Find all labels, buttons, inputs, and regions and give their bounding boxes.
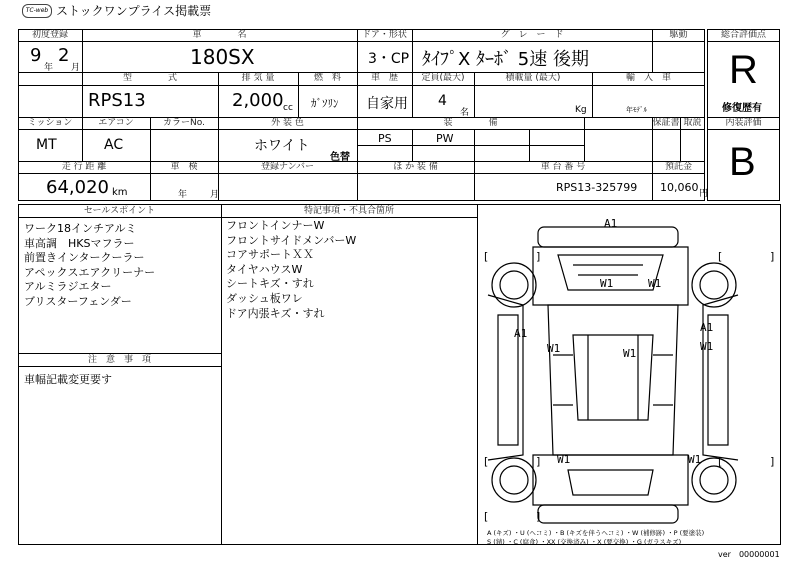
deposit-unit: 円 — [699, 189, 709, 199]
form-frame — [18, 29, 705, 201]
rule — [474, 129, 475, 161]
label-warranty: 保証書 — [652, 118, 680, 128]
list-item: フロントサイドメンバーW — [226, 233, 357, 247]
chassis-number: RPS13-325799 — [556, 181, 638, 194]
window-bracket: [ — [484, 455, 489, 468]
damage-mark: W1 — [688, 453, 702, 466]
version-label: ver 00000001 — [718, 550, 780, 559]
rule — [18, 129, 705, 130]
rule — [18, 366, 221, 367]
insp-month-unit: 月 — [210, 190, 220, 200]
window-bracket: [ — [484, 510, 489, 523]
mission: MT — [36, 137, 57, 153]
list-item: シートキズ・すれ — [226, 277, 314, 291]
label-other-equip: ほ か 装 備 — [393, 162, 438, 172]
front-bumper — [538, 227, 678, 247]
rule — [18, 217, 477, 218]
window-bracket: [ — [718, 250, 723, 263]
mileage: 64,020 — [46, 177, 109, 198]
first-reg-month: 2 — [58, 45, 70, 66]
damage-mark: W1 — [547, 342, 561, 355]
history: 自家用 — [366, 96, 408, 112]
label-inspection: 車 検 — [170, 162, 198, 172]
label-color-no: カラーNo. — [163, 118, 205, 128]
list-item: 車幅記載変更要す — [24, 373, 112, 386]
label-fuel: 燃 料 — [313, 73, 341, 83]
window-bracket: ] — [770, 455, 775, 468]
year-unit: 年 — [44, 63, 54, 73]
label-drive: 駆動 — [669, 30, 688, 40]
rule — [707, 129, 780, 130]
mileage-unit: km — [112, 187, 128, 198]
label-door-shape: ドア・形状 — [362, 30, 407, 40]
label-deposit: 預託金 — [664, 162, 692, 172]
month-unit: 月 — [71, 63, 81, 73]
grade: ﾀｲﾌﾟX ﾀｰﾎﾞ 5速 後期 — [422, 49, 589, 70]
damage-mark: W1 — [648, 277, 662, 290]
label-grade: グ レ ー ド — [500, 30, 564, 40]
damage-mark: W1 — [557, 453, 571, 466]
overall-grade: R — [729, 48, 758, 92]
list-item: アルミラジエター — [24, 280, 112, 294]
door-shape: 3・CP — [368, 51, 410, 67]
window-bracket: [ — [484, 250, 489, 263]
color-change-mark: 色替 — [330, 152, 350, 163]
load-unit: Kg — [575, 105, 587, 115]
right-side — [708, 315, 728, 445]
hood-area — [533, 247, 688, 305]
damage-mark: A1 — [604, 217, 618, 230]
sales-points-list — [24, 222, 155, 310]
model-code: RPS13 — [88, 90, 146, 111]
list-item: タイヤハウスW — [226, 262, 303, 276]
first-reg-year: 9 — [30, 45, 42, 66]
rule — [18, 41, 705, 42]
displacement-unit: cc — [283, 103, 293, 113]
label-model: 型 式 — [122, 73, 177, 83]
interior-grade: B — [729, 140, 756, 184]
list-item: 車高調 HKSマフラー — [24, 236, 135, 250]
repair-history: 修復歴有 — [722, 103, 762, 114]
window-bracket: ] — [536, 455, 541, 468]
aircon: AC — [104, 137, 124, 153]
legend-line-1: A (キズ) ・U (へコミ) ・B (キズを伴うへコミ) ・W (補修跡) ・P (要塗装) — [487, 529, 705, 537]
label-load: 積載量 (最大) — [505, 73, 561, 83]
fuel: ｶﾞｿﾘﾝ — [311, 97, 339, 110]
list-item: フロントインナーW — [226, 219, 325, 232]
car-body-diagram — [478, 205, 780, 544]
damage-mark: W1 — [600, 277, 614, 290]
window-bracket: ] — [770, 250, 775, 263]
label-exterior: 外 装 色 — [271, 118, 304, 128]
list-item: 前置きインタークーラー — [24, 251, 145, 265]
damage-mark: A1 — [700, 321, 714, 334]
notes-title: 注 意 事 項 — [87, 355, 151, 365]
rule — [529, 129, 530, 161]
rule — [357, 145, 584, 146]
list-item: アペックスエアクリーナー — [24, 265, 156, 279]
window-bracket: ] — [536, 250, 541, 263]
defects-list — [226, 219, 356, 321]
label-first-reg: 初度登録 — [31, 30, 68, 40]
label-mission: ミッション — [27, 118, 73, 128]
list-item: コアサポートＸＸ — [226, 248, 314, 262]
capacity-unit: 名 — [460, 108, 470, 118]
exterior-color: ホワイト — [254, 138, 310, 154]
label-chassis: 車 台 番 号 — [540, 162, 586, 172]
defects-title: 特記事項・不具合箇所 — [303, 206, 394, 216]
label-displacement: 排 気 量 — [241, 73, 275, 83]
label-equipment: 装 備 — [443, 118, 498, 128]
equipment-item: PW — [436, 132, 454, 145]
label-history: 車 歴 — [370, 73, 398, 83]
rule — [707, 41, 780, 42]
import-year-model: 年ﾓﾃﾞﾙ — [626, 106, 647, 114]
rule — [18, 173, 705, 174]
list-item: ワーク18インチアルミ — [24, 222, 137, 235]
list-item: ブリスターフェンダー — [24, 294, 132, 308]
damage-mark: A1 — [514, 327, 528, 340]
label-import: 輸 入 車 — [625, 73, 671, 83]
sales-points-title: セールスポイント — [83, 206, 156, 216]
insp-year-unit: 年 — [178, 190, 188, 200]
equipment-item: PS — [378, 132, 392, 145]
list-item: ドア内張キズ・すれ — [226, 306, 325, 320]
label-mileage: 走 行 距 離 — [61, 162, 107, 172]
rule — [18, 85, 705, 86]
damage-mark: W1 — [623, 347, 637, 360]
displacement: 2,000 — [232, 90, 284, 111]
brand-logo: TC-web — [22, 4, 52, 18]
window-bracket: [ — [718, 455, 723, 468]
label-car-name: 車 名 — [192, 30, 247, 40]
rule — [584, 117, 585, 162]
label-aircon: エアコン — [98, 118, 134, 128]
damage-mark: W1 — [700, 340, 714, 353]
legend-line-2: S (錆) ・C (腐食) ・XX (交換済み) ・X (要交換) ・G (ガラスキズ) — [487, 538, 682, 546]
list-item: ダッシュ板ワレ — [226, 291, 303, 305]
notes-list — [24, 373, 112, 388]
label-capacity: 定員(最大) — [421, 73, 465, 83]
document-title: ストックワンプライス掲載票 — [56, 4, 212, 18]
label-overall: 総合評価点 — [720, 30, 766, 40]
label-interior: 内装評価 — [725, 118, 762, 128]
window-bracket: ] — [536, 510, 541, 523]
rule — [412, 129, 413, 161]
cabin — [548, 305, 678, 455]
rear-bumper — [538, 505, 678, 523]
deposit: 10,060 — [660, 181, 699, 194]
label-plate: 登録ナンバー — [261, 162, 314, 172]
capacity: 4 — [438, 93, 447, 109]
car-name: 180SX — [190, 45, 255, 69]
rule — [221, 204, 222, 545]
label-manual: 取説 — [683, 118, 702, 128]
